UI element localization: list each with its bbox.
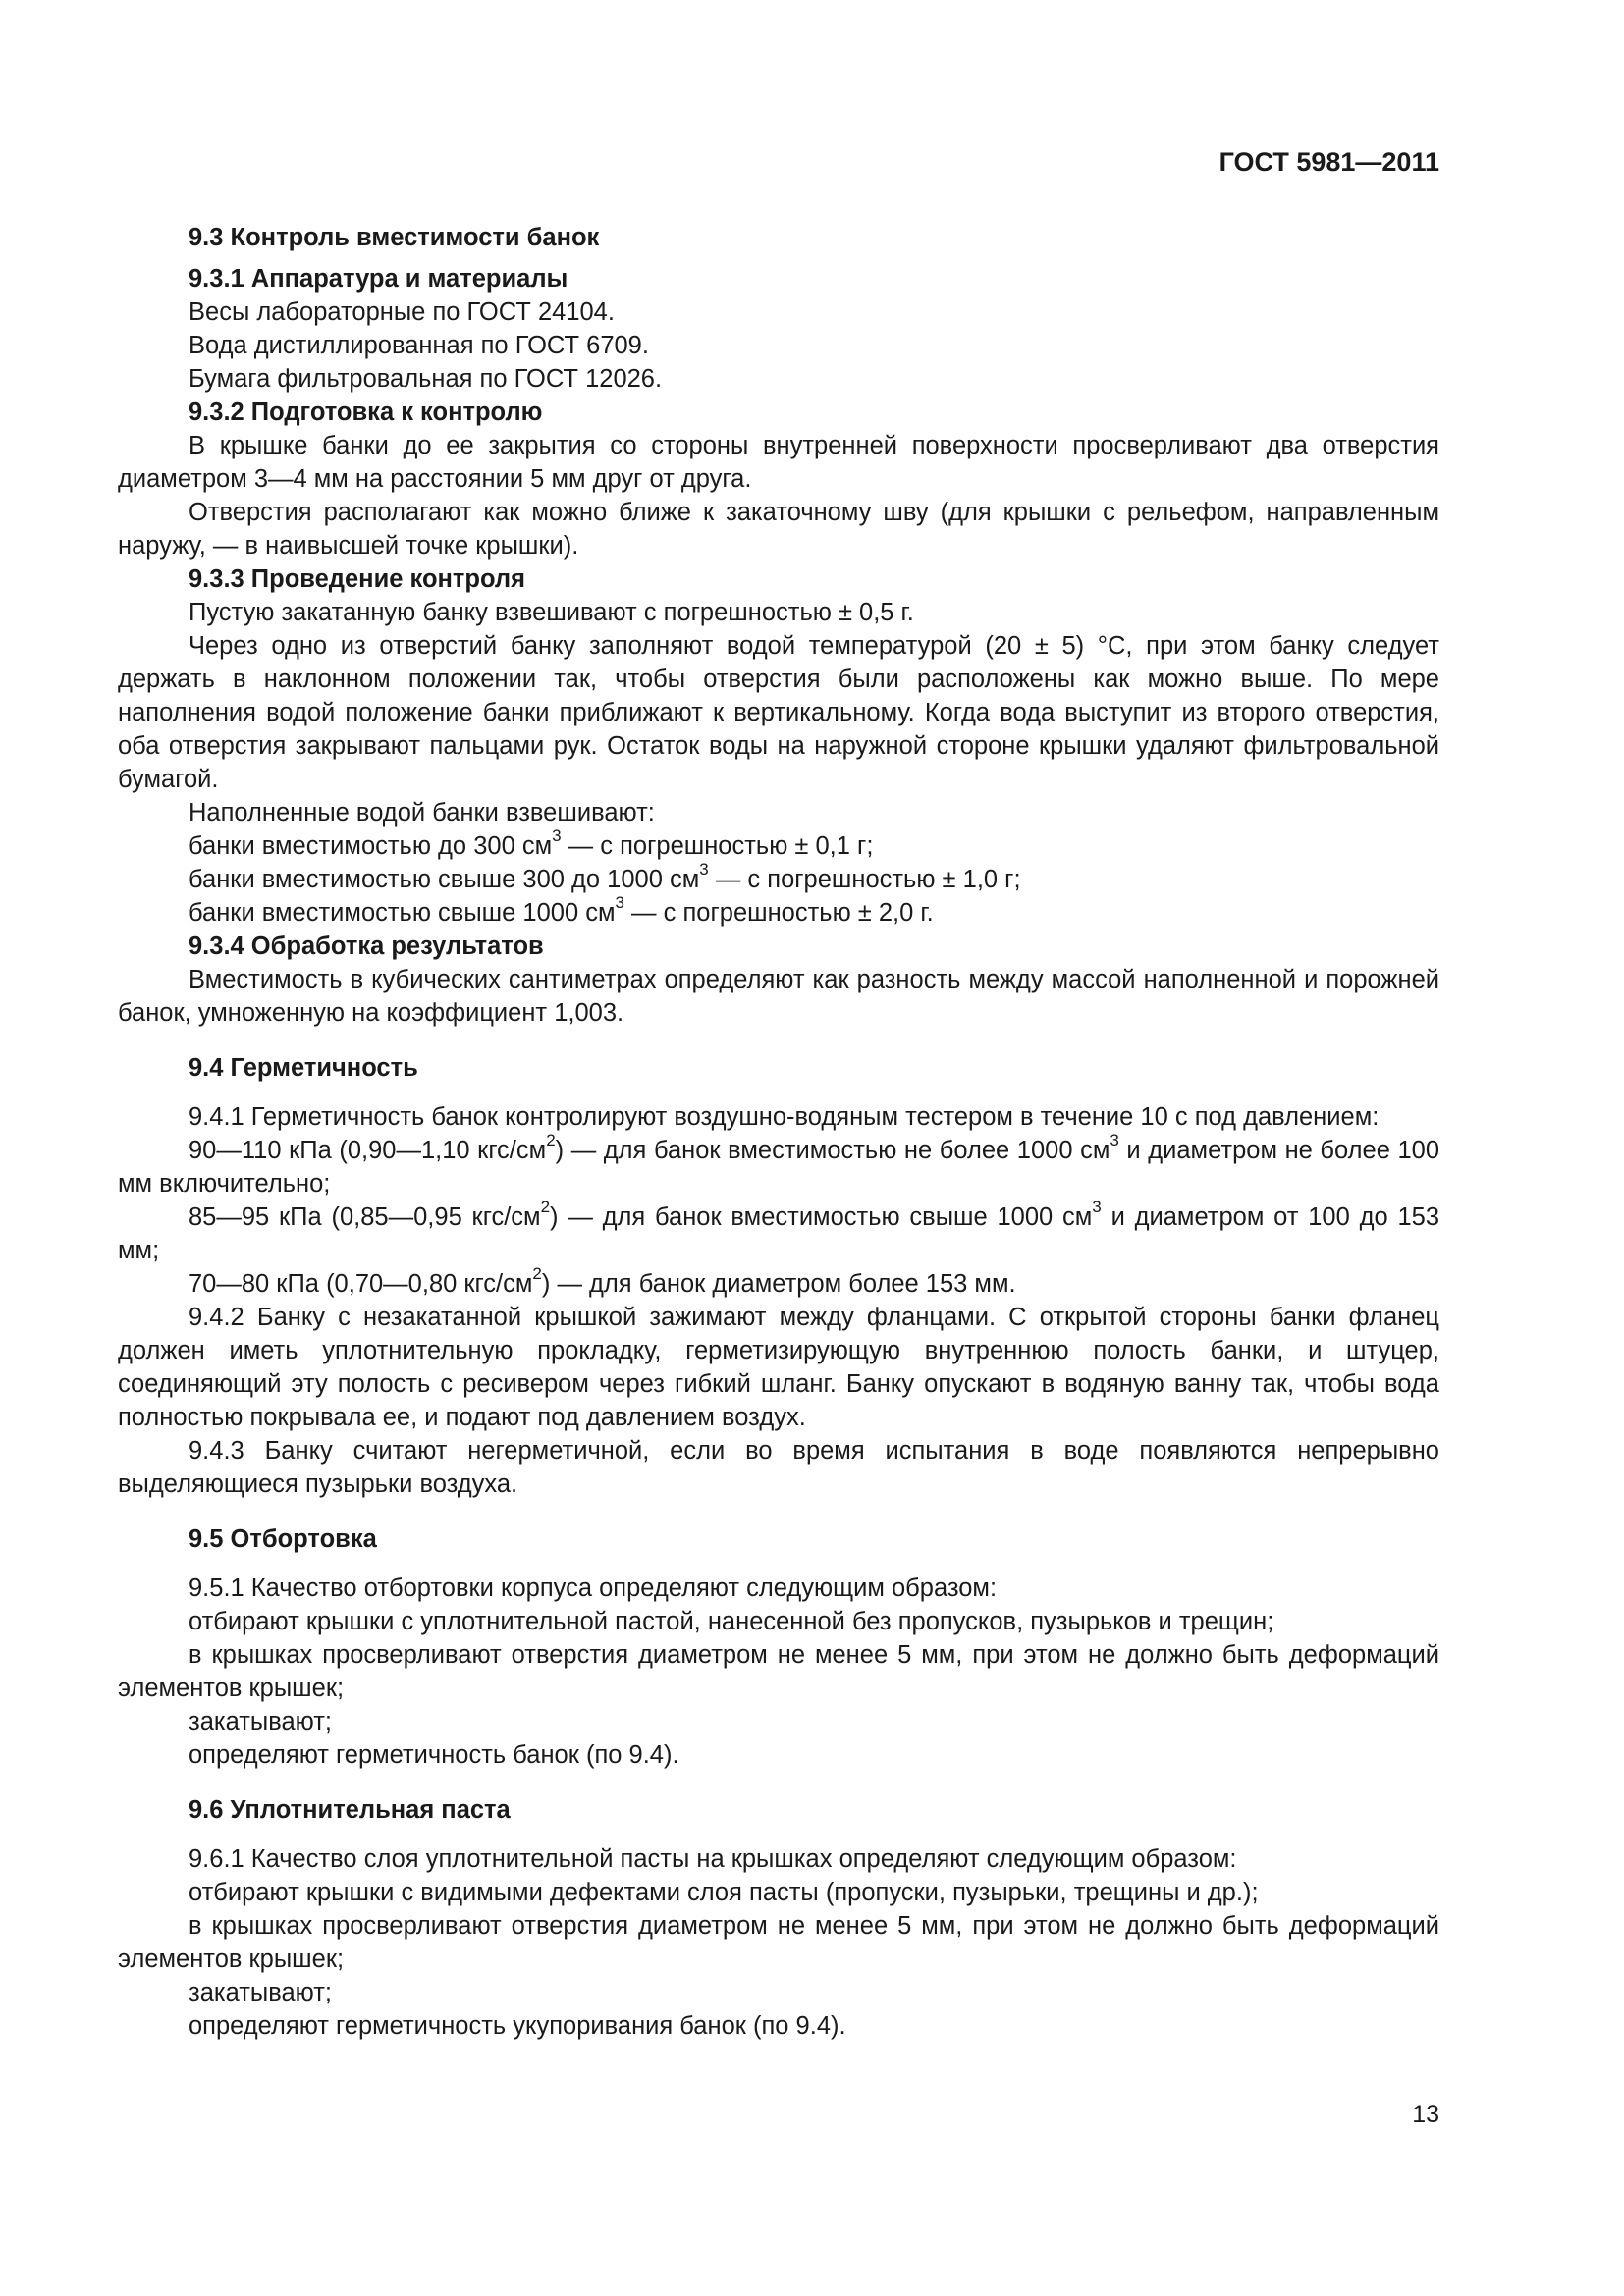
text: и диаметром от 100 до 153 мм;	[118, 1203, 1440, 1264]
paragraph: Вода дистиллированная по ГОСТ 6709.	[189, 332, 649, 359]
text: — с погрешностью ± 2,0 г.	[623, 899, 934, 927]
paragraph: 9.4.3 Банку считают негерметичной, если во время испытания в воде появляются непрерывно выделяющиеся пузырьки воздуха.	[118, 1437, 1439, 1498]
subsection-9-3-2-title: 9.3.2 Подготовка к контролю	[189, 399, 543, 426]
section-9-4-title: 9.4 Герметичность	[189, 1054, 418, 1082]
paragraph: 9.6.1 Качество слоя уплотнительной пасты на крышках определяют следующим образом:	[189, 1845, 1237, 1873]
text: — с погрешностью ± 0,1 г;	[561, 832, 874, 860]
paragraph: 9.4.2 Банку с незакатанной крышкой зажимают между фланцами. С открытой стороны банки фланец должен иметь уплотнительную прокладку, герметизирующую внутреннюю полость банки, и штуцер, соединяющий эту полость с ресивером через гибкий шланг. Банку опускают в водяную ванну так, чтобы вода полностью покрывала ее, и подают под давлением воздух.	[118, 1304, 1439, 1431]
paragraph: Весы лабораторные по ГОСТ 24104.	[189, 298, 615, 326]
page-number: 13	[1412, 2101, 1439, 2128]
superscript: 3	[552, 826, 562, 845]
superscript: 2	[546, 1130, 556, 1149]
document-header: ГОСТ 5981—2011	[1218, 147, 1439, 177]
list-item	[118, 1263, 1439, 1301]
subsection-9-3-3-title: 9.3.3 Проведение контроля	[189, 565, 526, 593]
text: 85—95 кПа (0,85—0,95 кгс/см	[189, 1203, 541, 1231]
paragraph: В крышке банки до ее закрытия со стороны внутренней поверхности просверливают два отверстия диаметром 3—4 мм на расстоянии 5 мм друг от друга.	[118, 432, 1439, 493]
superscript: 3	[699, 859, 709, 879]
list-item	[118, 1197, 1440, 1267]
paragraph: 9.4.1 Герметичность банок контролируют воздушно-водяным тестером в течение 10 с под давлением:	[189, 1103, 1380, 1131]
text: 70—80 кПа (0,70—0,80 кгс/см	[189, 1270, 533, 1298]
paragraph: отбирают крышки с уплотнительной пастой, нанесенной без пропусков, пузырьков и трещин;	[189, 1608, 1274, 1635]
text: ) — для банок диаметром более 153 мм.	[541, 1270, 1016, 1298]
paragraph: в крышках просверливают отверстия диаметром не менее 5 мм, при этом не должно быть деформаций элементов крышек;	[118, 1912, 1439, 1973]
superscript: 3	[1110, 1130, 1119, 1149]
subsection-9-3-4-title: 9.3.4 Обработка результатов	[189, 933, 544, 960]
superscript: 2	[532, 1263, 542, 1283]
paragraph: закатывают;	[189, 1708, 332, 1735]
subsection-9-3-1-title: 9.3.1 Аппаратура и материалы	[189, 265, 568, 293]
section-9-6-title: 9.6 Уплотнительная паста	[189, 1796, 511, 1824]
document-body	[118, 221, 1439, 2043]
superscript: 3	[615, 892, 624, 912]
text: 90—110 кПа (0,90—1,10 кгс/см	[189, 1137, 547, 1164]
paragraph: Бумага фильтровальная по ГОСТ 12026.	[189, 365, 663, 393]
paragraph: отбирают крышки с видимыми дефектами слоя пасты (пропуски, пузырьки, трещины и др.);	[189, 1879, 1259, 1906]
paragraph: Через одно из отверстий банку заполняют водой температурой (20 ± 5) °С, при этом банку следует держать в наклонном положении так, чтобы отверстия были расположены как можно выше. По мере наполнения водой положение банки приближают к вертикальному. Когда вода выступит из второго отверстия, оба отверстия закрывают пальцами рук. Остаток воды на наружной стороне крышки удаляют фильтровальной бумагой.	[118, 632, 1439, 793]
text: ) — для банок вместимостью не более 1000 см	[555, 1137, 1110, 1164]
section-9-3-title: 9.3 Контроль вместимости банок	[189, 224, 600, 251]
paragraph: Отверстия располагают как можно ближе к закаточному шву (для крышки с рельефом, направленным наружу, — в наивысшей точке крышки).	[118, 499, 1439, 560]
section-9-5-title: 9.5 Отбортовка	[189, 1525, 377, 1553]
paragraph: в крышках просверливают отверстия диаметром не менее 5 мм, при этом не должно быть деформаций элементов крышек;	[118, 1641, 1439, 1702]
paragraph: 9.5.1 Качество отбортовки корпуса определяют следующим образом:	[189, 1575, 998, 1602]
text: банки вместимостью до 300 см	[189, 832, 553, 860]
superscript: 2	[540, 1197, 551, 1216]
paragraph: Пустую закатанную банку взвешивают с погрешностью ± 0,5 г.	[189, 599, 914, 626]
list-item	[118, 1130, 1440, 1201]
list-item	[118, 892, 1439, 930]
paragraph: закатывают;	[189, 1979, 332, 2006]
list-item	[118, 859, 1439, 896]
paragraph: Вместимость в кубических сантиметрах определяют как разность между массой наполненной и порожней банок, умноженную на коэффициент 1,003.	[118, 966, 1439, 1027]
text: и диаметром не более 100 мм включительно;	[118, 1137, 1440, 1198]
text: банки вместимостью свыше 1000 см	[189, 899, 616, 927]
superscript: 3	[1092, 1197, 1102, 1216]
paragraph: определяют герметичность укупоривания банок (по 9.4).	[189, 2012, 846, 2040]
text: ) — для банок вместимостью свыше 1000 см	[550, 1203, 1093, 1231]
text: — с погрешностью ± 1,0 г;	[708, 866, 1021, 893]
text: банки вместимостью свыше 300 до 1000 см	[189, 866, 700, 893]
list-item	[118, 826, 1439, 863]
paragraph: определяют герметичность банок (по 9.4).	[189, 1741, 679, 1769]
paragraph: Наполненные водой банки взвешивают:	[189, 799, 655, 827]
